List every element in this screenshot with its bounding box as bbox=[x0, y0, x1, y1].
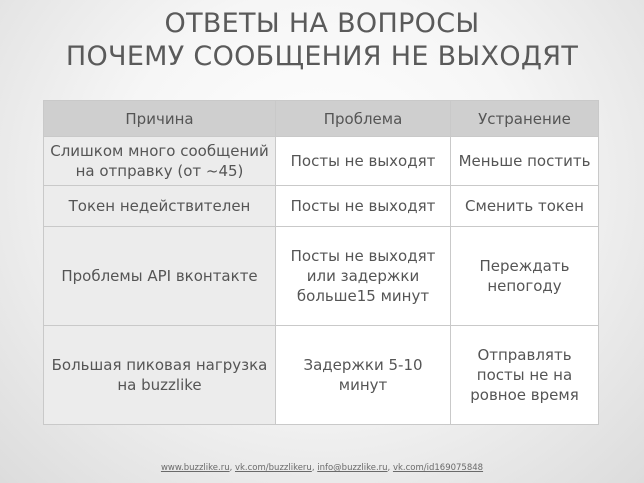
cell-line: Отправлять bbox=[477, 346, 572, 364]
footer-separator: , bbox=[387, 463, 393, 473]
header-problem: Проблема bbox=[276, 101, 451, 137]
fix-cell bbox=[451, 137, 599, 186]
cell-line: ровное время bbox=[470, 386, 579, 404]
cause-cell bbox=[44, 326, 276, 425]
cell-line: на отправку (от ~45) bbox=[75, 162, 244, 180]
cause-cell bbox=[44, 137, 276, 186]
problem-cell bbox=[276, 186, 451, 227]
cell-line: Посты не выходят bbox=[290, 197, 436, 215]
fix-cell bbox=[451, 227, 599, 326]
footer-link-vk-profile[interactable]: vk.com/id169075848 bbox=[392, 463, 484, 473]
cell-line: Проблемы API вконтакте bbox=[61, 267, 258, 285]
cell-line: Токен недействителен bbox=[68, 197, 251, 215]
problem-cell bbox=[276, 137, 451, 186]
footer-separator: , bbox=[229, 463, 235, 473]
cell-line: Слишком много сообщений bbox=[50, 142, 269, 160]
footer-link-vk-group[interactable]: vk.com/buzzlikeru bbox=[234, 463, 312, 473]
header-cause: Причина bbox=[44, 101, 276, 137]
slide-title bbox=[0, 7, 644, 73]
cell-line: на buzzlike bbox=[117, 376, 202, 394]
table-row bbox=[44, 227, 599, 326]
problem-cell bbox=[276, 326, 451, 425]
cell-line: больше15 минут bbox=[296, 287, 430, 305]
cell-line: или задержки bbox=[306, 267, 420, 285]
cell-line: посты не на bbox=[476, 366, 573, 384]
cell-line: Переждать bbox=[479, 257, 570, 275]
cause-cell bbox=[44, 227, 276, 326]
footer-links bbox=[0, 463, 644, 473]
footer-link-email[interactable]: info@buzzlike.ru bbox=[317, 463, 388, 473]
footer-separator: , bbox=[311, 463, 318, 473]
table-row bbox=[44, 326, 599, 425]
fix-cell bbox=[451, 326, 599, 425]
footer-link-website[interactable]: www.buzzlike.ru bbox=[160, 463, 230, 473]
problem-cell bbox=[276, 227, 451, 326]
cause-cell bbox=[44, 186, 276, 227]
fix-cell bbox=[451, 186, 599, 227]
slide-title-line-1: ОТВЕТЫ НА ВОПРОСЫ bbox=[164, 8, 480, 39]
table-row bbox=[44, 186, 599, 227]
cell-line: Посты не выходят bbox=[290, 247, 436, 265]
slide-title-line-2: ПОЧЕМУ СООБЩЕНИЯ НЕ ВЫХОДЯТ bbox=[65, 41, 579, 72]
cell-line: Меньше постить bbox=[458, 152, 591, 170]
cell-line: Задержки 5-10 минут bbox=[303, 356, 423, 394]
table-header-row bbox=[44, 101, 599, 137]
table-row bbox=[44, 137, 599, 186]
cell-line: Большая пиковая нагрузка bbox=[51, 356, 268, 374]
header-fix: Устранение bbox=[451, 101, 599, 137]
cell-line: Сменить токен bbox=[465, 197, 584, 215]
answers-table bbox=[43, 100, 599, 425]
cell-line: непогоду bbox=[487, 277, 562, 295]
cell-line: Посты не выходят bbox=[290, 152, 436, 170]
